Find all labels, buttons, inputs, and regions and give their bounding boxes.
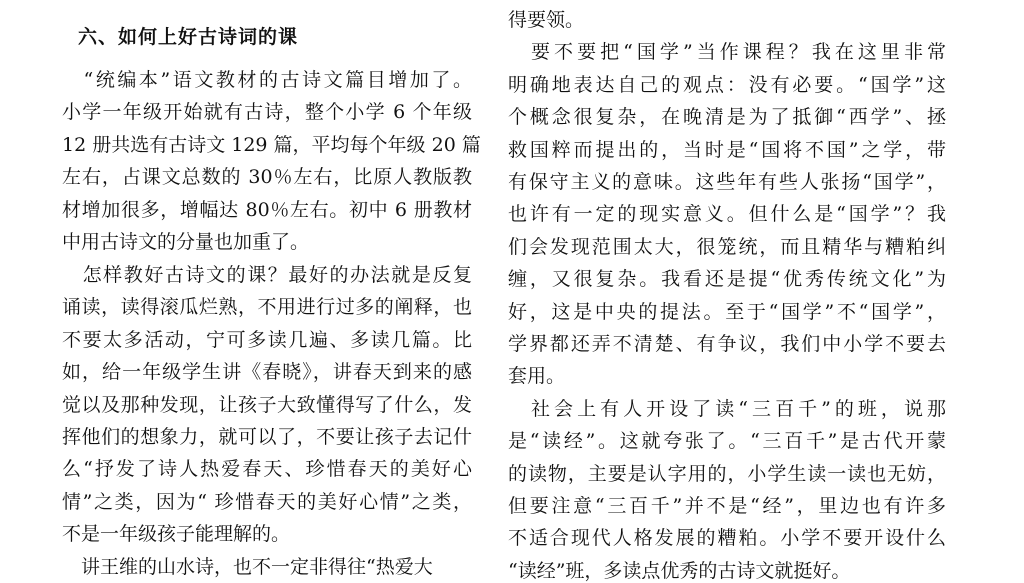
- right-text-line: 学界都还弄不清楚、有争议，我们中小学不要去: [508, 333, 946, 355]
- left-text-line: 怎样教好古诗文的课？最好的办法就是反复: [62, 263, 472, 286]
- left-text-line: 么“抒发了诗人热爱春天、珍惜春天的美好心: [62, 458, 472, 481]
- right-text-line: 套用。: [508, 365, 566, 388]
- left-text-line: 讲王维的山水诗，也不一定非得往“热爱大: [62, 555, 433, 578]
- right-text-line: 得要领。: [508, 9, 585, 31]
- section-heading: 六、如何上好古诗词的课: [78, 26, 299, 48]
- right-text-line: “读经”班，多读点优秀的古诗文就挺好。: [508, 559, 851, 582]
- right-text-line: 社会上有人开设了读“三百千”的班，说那: [508, 397, 946, 420]
- left-text-line: 材增加很多，增幅达 80％左右。初中 6 册教材: [62, 198, 472, 221]
- left-text-line: 情”之类，因为“ 珍惜春天的美好心情”之类，: [62, 490, 472, 513]
- left-text-line: 如，给一年级学生讲《春晓》，讲春天到来的感: [62, 361, 472, 384]
- right-text-line: 好，这是中央的提法。至于“国学”不“国学”，: [508, 300, 946, 323]
- right-text-line: 们会发现范围太大，很笼统，而且精华与糟粕纠: [508, 235, 946, 258]
- left-text-line: 小学一年级开始就有古诗，整个小学 6 个年级: [62, 101, 472, 124]
- right-text-line: 有保守主义的意味。这些年有些人张扬“国学”，: [508, 171, 946, 193]
- right-text-line: 个概念很复杂，在晚清是为了抵御“西学”、拯: [508, 106, 946, 129]
- right-text-line: 是“读经”。这就夸张了。“三百千”是古代开蒙: [508, 430, 946, 453]
- left-text-line: 左右，占课文总数的 30％左右，比原人教版教: [62, 166, 472, 189]
- right-text-line: 缠，又很复杂。我看还是提“优秀传统文化”为: [508, 268, 946, 291]
- left-text-line: 中用古诗文的分量也加重了。: [62, 231, 310, 254]
- right-text-line: 救国粹而提出的，当时是“国将不国”之学，带: [508, 138, 946, 161]
- right-text-line: 明确地表达自己的观点：没有必要。“国学”这: [508, 73, 946, 96]
- left-text-line: 觉以及那种发现，让孩子大致懂得写了什么，发: [62, 393, 472, 416]
- right-text-line: 也许有一定的现实意义。但什么是“国学”？我: [508, 203, 946, 226]
- left-text-line: 诵读，读得滚瓜烂熟，不用进行过多的阐释，也: [62, 296, 472, 319]
- left-text-line: 不是一年级孩子能理解的。: [62, 523, 291, 546]
- right-text-line: 但要注意“三百千”并不是“经”，里边也有许多: [508, 495, 946, 517]
- left-text-line: 挥他们的想象力，就可以了，不要让孩子去记什: [62, 425, 472, 448]
- right-text-line: 的读物，主要是认字用的，小学生读一读也无妨，: [508, 462, 946, 485]
- left-text-line: 不要太多活动，宁可多读几遍、多读几篇。比: [62, 328, 472, 351]
- left-text-line: 12 册共选有古诗文 129 篇，平均每个年级 20 篇: [62, 133, 481, 156]
- right-text-line: 要不要把“国学”当作课程？我在这里非常: [508, 41, 946, 64]
- right-text-line: 不适合现代人格发展的糟粕。小学不要开设什么: [508, 527, 946, 550]
- left-text-line: “统编本”语文教材的古诗文篇目增加了。: [62, 69, 472, 91]
